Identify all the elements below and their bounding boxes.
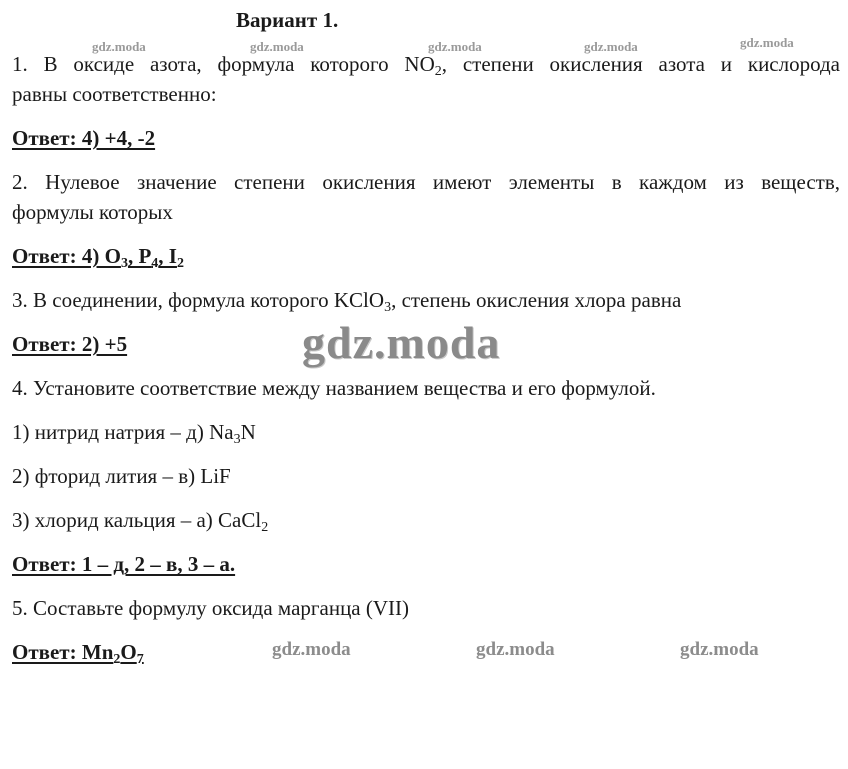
watermark: gdz.moda [584, 39, 638, 54]
answer-5: Ответ: $Mn_2O_7$ [12, 640, 144, 667]
answer-4: Ответ: 1 – д, 2 – в, 3 – а. [12, 552, 236, 576]
answer-3: Ответ: 2) +5 [12, 332, 128, 356]
answer-2: Ответ: 4) $O_3$, $P_4$, $I_2$ [12, 244, 184, 271]
watermark: gdz.moda [680, 639, 759, 660]
watermark: gdz.moda [92, 39, 146, 54]
question-3: 3. В соединении, формула которого KClO$_3$, степень окисления хлора равна [12, 288, 682, 315]
question-5: 5. Составьте формулу оксида марганца (VII) [12, 596, 410, 620]
watermark: gdz.moda [740, 35, 794, 50]
question-4-item-3: 3) хлорид кальция – а) CaCl$_2$ [12, 508, 269, 535]
question-4: 4. Установите соответствие между названием вещества и его формулой. [12, 376, 656, 400]
question-4-item-2: 2) фторид лития – в) LiF [12, 464, 231, 488]
answer-1: Ответ: 4) +4, -2 [12, 126, 156, 150]
watermark: gdz.moda [272, 639, 351, 660]
watermark: gdz.moda [428, 39, 482, 54]
watermark-large: gdz.moda [302, 317, 501, 368]
watermark: gdz.moda [250, 39, 304, 54]
question-2-line-2: формулы которых [12, 200, 173, 224]
question-1-line-2: равны соответственно: [12, 82, 217, 106]
page-title: Вариант 1. [236, 8, 339, 32]
question-2-line-1: 2. Нулевое значение степени окисления имеют элементы в каждом из веществ, [12, 170, 840, 194]
question-1-line-1: 1. В оксиде азота, формула которого $NO_2$, степени окисления азота и кислорода [12, 52, 841, 79]
watermark: gdz.moda [476, 639, 555, 660]
question-4-item-1: 1) нитрид натрия – д) $Na_3N$ [12, 420, 256, 447]
